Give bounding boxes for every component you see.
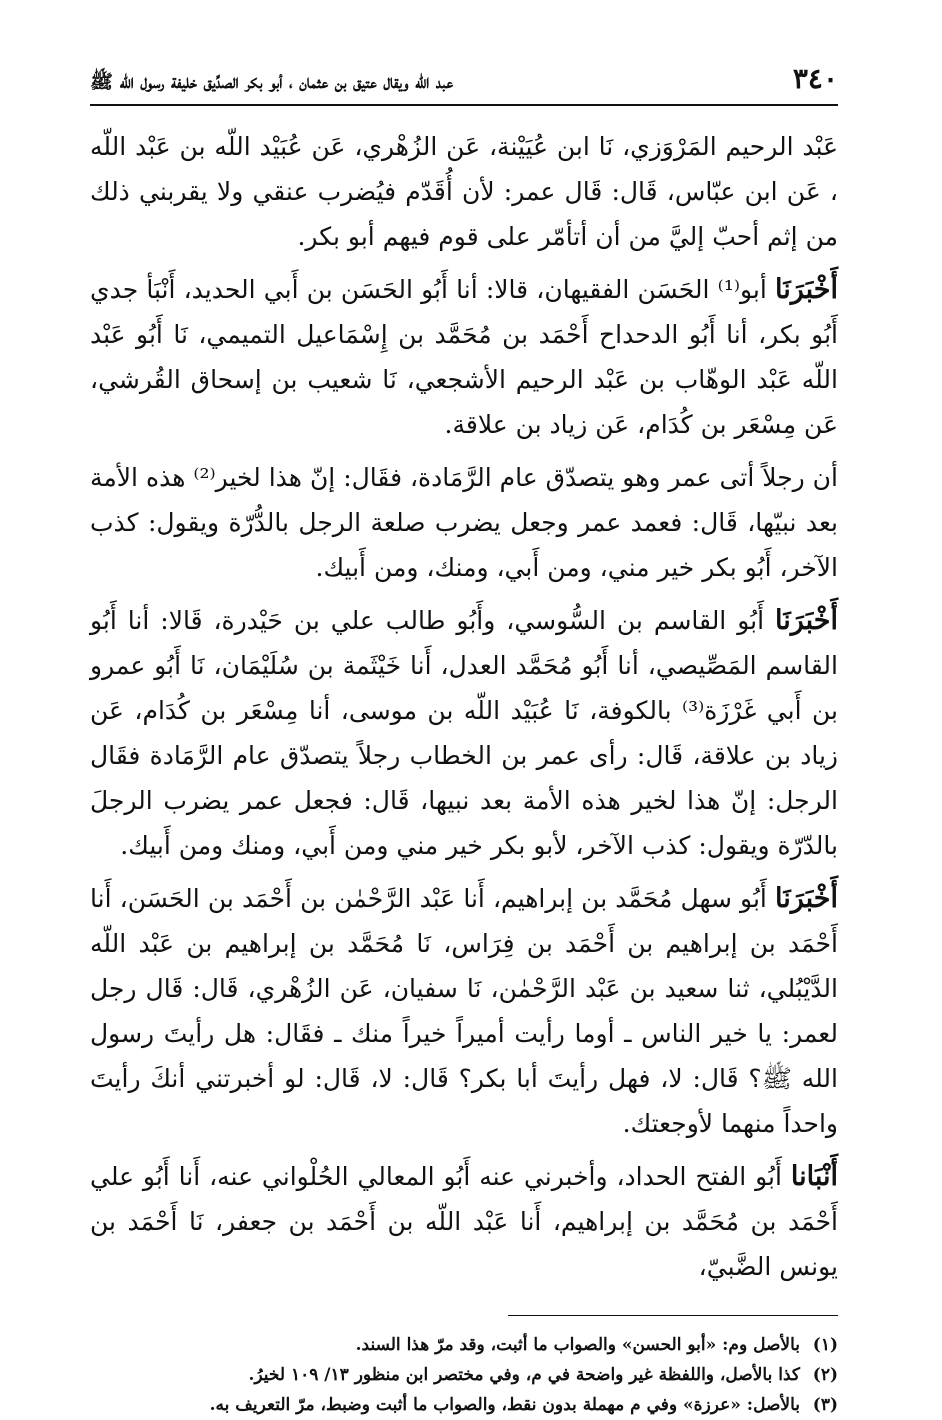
paragraph xyxy=(90,124,838,259)
paragraph xyxy=(90,267,838,447)
running-title: عبد الله ويقال عتيق بن عثمان ، أبو بكر الصدِّيق خليفة رسول الله ﷺ xyxy=(90,71,454,93)
page-number: ٣٤٠ xyxy=(792,62,838,95)
body-text xyxy=(90,124,838,1289)
footnote xyxy=(90,1330,838,1360)
paragraph-lead-word: أَنْبَانا xyxy=(790,1161,838,1192)
paragraph-text: أَبُو الفتح الحداد، وأخبرني عنه أَبُو المعالي الحُلْواني عنه، أَنا أَبُو علي أَحْمَد بن مُحَمَّد بن إبراهيم، أَنا عَبْد اللّه بن أَحْمَد بن جعفر، نَا أَحْمَد بن يونس الضَّبيّ، xyxy=(90,1162,838,1281)
footnote-separator xyxy=(508,1315,838,1316)
footnote-text: بالأصل: «عرزة» وفي م مهملة بدون نقط، والصواب ما أثبت وضبط، مرّ التعريف به. xyxy=(209,1395,800,1415)
paragraph-lead-word: أَخْبَرَنَا xyxy=(775,605,838,636)
page-header xyxy=(90,62,838,106)
footnote xyxy=(90,1390,838,1420)
footnote-text: بالأصل وم: «أبو الحسن» والصواب ما أثبت، وقد مرّ هذا السند. xyxy=(355,1335,800,1355)
paragraph-text: أَبُو القاسم بن السُّوسي، وأَبُو طالب علي بن حَيْدرة، قَالا: أنا أَبُو القاسم المَصِّيصي، أنا أَبُو مُحَمَّد العدل، أَنا خَيْثَمة بن سُلَيْمَان، نَا أَبُو عمرو بن أَبي غَرْزَة⁽³⁾ بالكوفة، نَا عُبَيْد اللّه بن موسى، أنا مِسْعَر بن كُدَام، عَن زياد بن علاقة، قَال: رأى عمر بن الخطاب رجلاً يتصدّق عام الرَّمَادة فقَال الرجل: إنّ هذا لخير هذه الأمة بعد نبيها، قَال: فجعل عمر يضرب الرجلَ بالدّرّة ويقول: كذب الآخر، لأبو بكر خير مني ومن أَبي، ومنك ومن أَبيك. xyxy=(90,606,838,860)
paragraph-text: أبو⁽¹⁾ الحَسَن الفقيهان، قالا: أنا أَبُو الحَسَن بن أَبي الحديد، أَنْبَأ جدي أَبُو بكر، أنا أَبُو الدحداح أَحْمَد بن مُحَمَّد بن إِسْمَاعيل التميمي، نَا أَبُو عَبْد اللّه عَبْد الوهّاب بن عَبْد الرحيم الأشجعي، نَا شعيب بن إسحاق القُرشي، عَن مِسْعَر بن كُدَام، عَن زياد بن علاقة. xyxy=(90,275,838,439)
paragraph xyxy=(90,455,838,590)
footnotes xyxy=(90,1330,838,1420)
footnote-number: (٣) xyxy=(812,1395,838,1415)
paragraph-lead-word: أَخْبَرَنَا xyxy=(775,274,838,305)
paragraph xyxy=(90,598,838,868)
footnote-number: (١) xyxy=(812,1335,838,1355)
footnote-number: (٢) xyxy=(812,1365,838,1385)
paragraph-text: عَبْد الرحيم المَرْوَزي، نَا ابن عُيَيْنة، عَن الزُهْري، عَن عُبَيْد اللّه بن عَبْد اللّه ، عَن ابن عبّاس، قَال: قَال عمر: لأن أُقَدّم فيُضرب عنقي ولا يقربني ذلك من إثم أحبّ إليَّ من أن أتأمّر على قوم فيهم أبو بكر. xyxy=(90,132,838,251)
paragraph-text: أن رجلاً أتى عمر وهو يتصدّق عام الرَّمَادة، فقَال: إنّ هذا لخير⁽²⁾ هذه الأمة بعد نبيّها، قَال: فعمد عمر وجعل يضرب صلعة الرجل بالدُّرّة ويقول: كذب الآخر، أَبُو بكر خير مني، ومن أَبي، ومنك، ومن أَبيك. xyxy=(90,463,838,582)
footnote xyxy=(90,1360,838,1390)
paragraph-lead-word: أَخْبَرَنَا xyxy=(775,883,838,914)
paragraph xyxy=(90,876,838,1146)
paragraph xyxy=(90,1154,838,1289)
footnote-text: كذا بالأصل، واللفظة غير واضحة في م، وفي مختصر ابن منظور ١٣/ ١٠٩ لخيرُ. xyxy=(248,1365,800,1385)
paragraph-text: أَبُو سهل مُحَمَّد بن إبراهيم، أَنا عَبْد الرَّحْمٰن بن أَحْمَد بن الحَسَن، أَنا أَحْمَد بن إبراهيم بن أَحْمَد بن فِرَاس، نَا مُحَمَّد بن إبراهيم بن عَبْد اللّه الدَّيْبُلي، ثنا سعيد بن عَبْد الرَّحْمٰن، نَا سفيان، عَن الزُهْري، قَال: قَال رجل لعمر: يا خير الناس ـ أوما رأيت أميراً خيراً منك ـ فقَال: هل رأيتَ رسول الله ﷺ؟ قَال: لا، فهل رأيتَ أبا بكر؟ قَال: لا، قَال: لو أخبرتني أنكَ رأيتَ واحداً منهما لأوجعتك. xyxy=(90,884,838,1138)
